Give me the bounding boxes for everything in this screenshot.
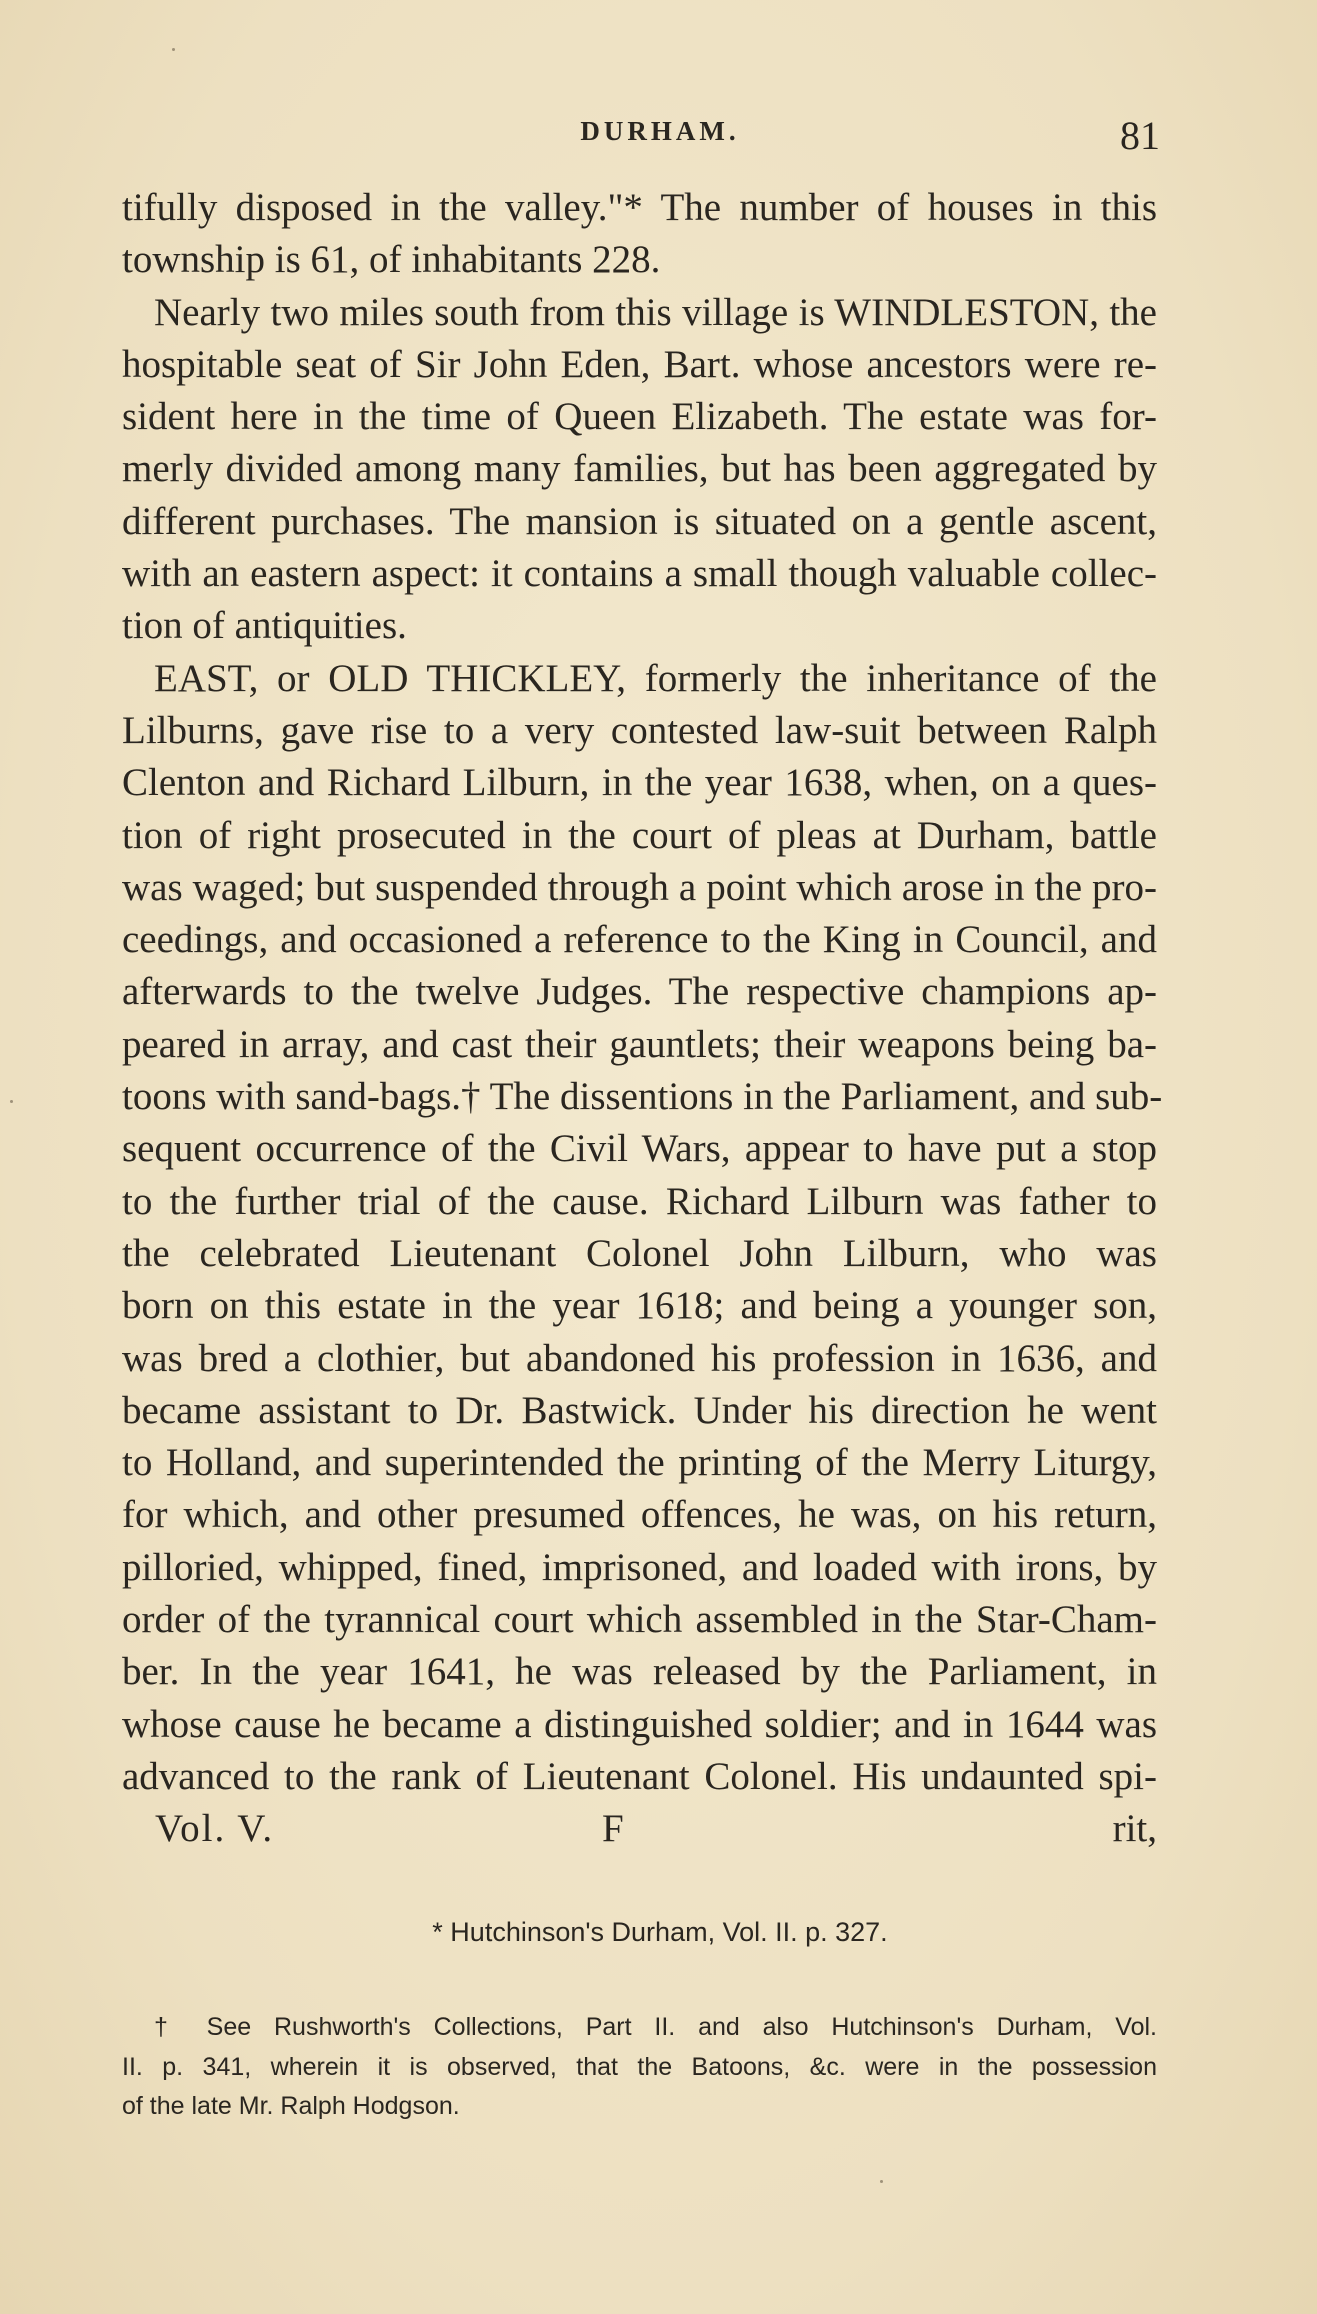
body-line: tifully disposed in the valley."* The number of houses in this (122, 186, 1157, 229)
body-line: became assistant to Dr. Bastwick. Under his direction he went (122, 1388, 1157, 1432)
volume-label: Vol. V. (155, 1807, 275, 1851)
body-line: pilloried, whipped, fined, imprisoned, and loaded with irons, by (122, 1545, 1157, 1589)
body-line: tion of right prosecuted in the court of pleas at Durham, battle (122, 813, 1157, 857)
catchword: rit, (1112, 1807, 1157, 1851)
body-line: Clenton and Richard Lilburn, in the year 1638, when, on a ques- (122, 761, 1157, 805)
footnote-line: † See Rushworth's Collections, Part II. and also Hutchinson's Durham, Vol. (154, 2013, 1157, 2041)
body-line: toons with sand-bags.† The dissentions in the Parliament, and sub- (122, 1075, 1163, 1119)
body-line: the celebrated Lieutenant Colonel John Lilburn, who was (122, 1231, 1157, 1275)
body-line: merly divided among many families, but has been aggregated by (122, 447, 1157, 491)
body-line: for which, and other presumed offences, he was, on his return, (122, 1493, 1157, 1537)
running-head: DURHAM. (580, 116, 740, 146)
body-line: township is 61, of inhabitants 228. (122, 238, 661, 282)
footnote-1: * Hutchinson's Durham, Vol. II. p. 327. (432, 1917, 888, 1947)
body-line: peared in array, and cast their gauntlets; their weapons being ba- (122, 1022, 1157, 1066)
footnote-line: II. p. 341, wherein it is observed, that the Batoons, &c. were in the possession (122, 2052, 1157, 2081)
body-line: afterwards to the twelve Judges. The respective champions ap- (122, 970, 1157, 1014)
body-line: born on this estate in the year 1618; and being a younger son, (122, 1284, 1157, 1328)
signature-mark: F (602, 1807, 624, 1851)
body-line: whose cause he became a distinguished soldier; and in 1644 was (122, 1702, 1157, 1746)
body-line: tion of antiquities. (122, 604, 407, 648)
body-line: with an eastern aspect: it contains a small though valuable collec- (122, 552, 1157, 596)
page-number: 81 (1120, 113, 1160, 158)
signature-line (122, 1803, 1157, 1855)
body-line: Lilburns, gave rise to a very contested law-suit between Ralph (122, 708, 1157, 752)
body-line: was bred a clothier, but abandoned his profession in 1636, and (122, 1336, 1157, 1380)
paper-speck (880, 2180, 883, 2183)
body-line: Nearly two miles south from this village is WINDLESTON, the (154, 290, 1157, 334)
page-header (160, 112, 1160, 162)
paper-speck (172, 48, 175, 51)
footnote-line: of the late Mr. Ralph Hodgson. (122, 2092, 460, 2120)
paper-speck (10, 1100, 13, 1103)
body-line: advanced to the rank of Lieutenant Colonel. His undaunted spi- (122, 1754, 1157, 1798)
body-line: hospitable seat of Sir John Eden, Bart. whose ancestors were re- (122, 342, 1157, 386)
body-line: ceedings, and occasioned a reference to the King in Council, and (122, 918, 1157, 962)
body-line: EAST, or OLD THICKLEY, formerly the inheritance of the (154, 656, 1157, 700)
body-line: different purchases. The mansion is situated on a gentle ascent, (122, 499, 1157, 543)
body-line: to Holland, and superintended the printing of the Merry Liturgy, (122, 1441, 1157, 1485)
body-line: was waged; but suspended through a point which arose in the pro- (122, 865, 1157, 909)
body-line: sequent occurrence of the Civil Wars, appear to have put a stop (122, 1127, 1157, 1171)
body-text (122, 182, 1163, 1856)
footnote-2 (122, 2008, 1157, 2127)
body-line: order of the tyrannical court which assembled in the Star-Cham- (122, 1598, 1157, 1642)
body-line: to the further trial of the cause. Richard Lilburn was father to (122, 1179, 1157, 1223)
body-line: sident here in the time of Queen Elizabeth. The estate was for- (122, 395, 1157, 439)
body-line: ber. In the year 1641, he was released by the Parliament, in (122, 1650, 1157, 1694)
